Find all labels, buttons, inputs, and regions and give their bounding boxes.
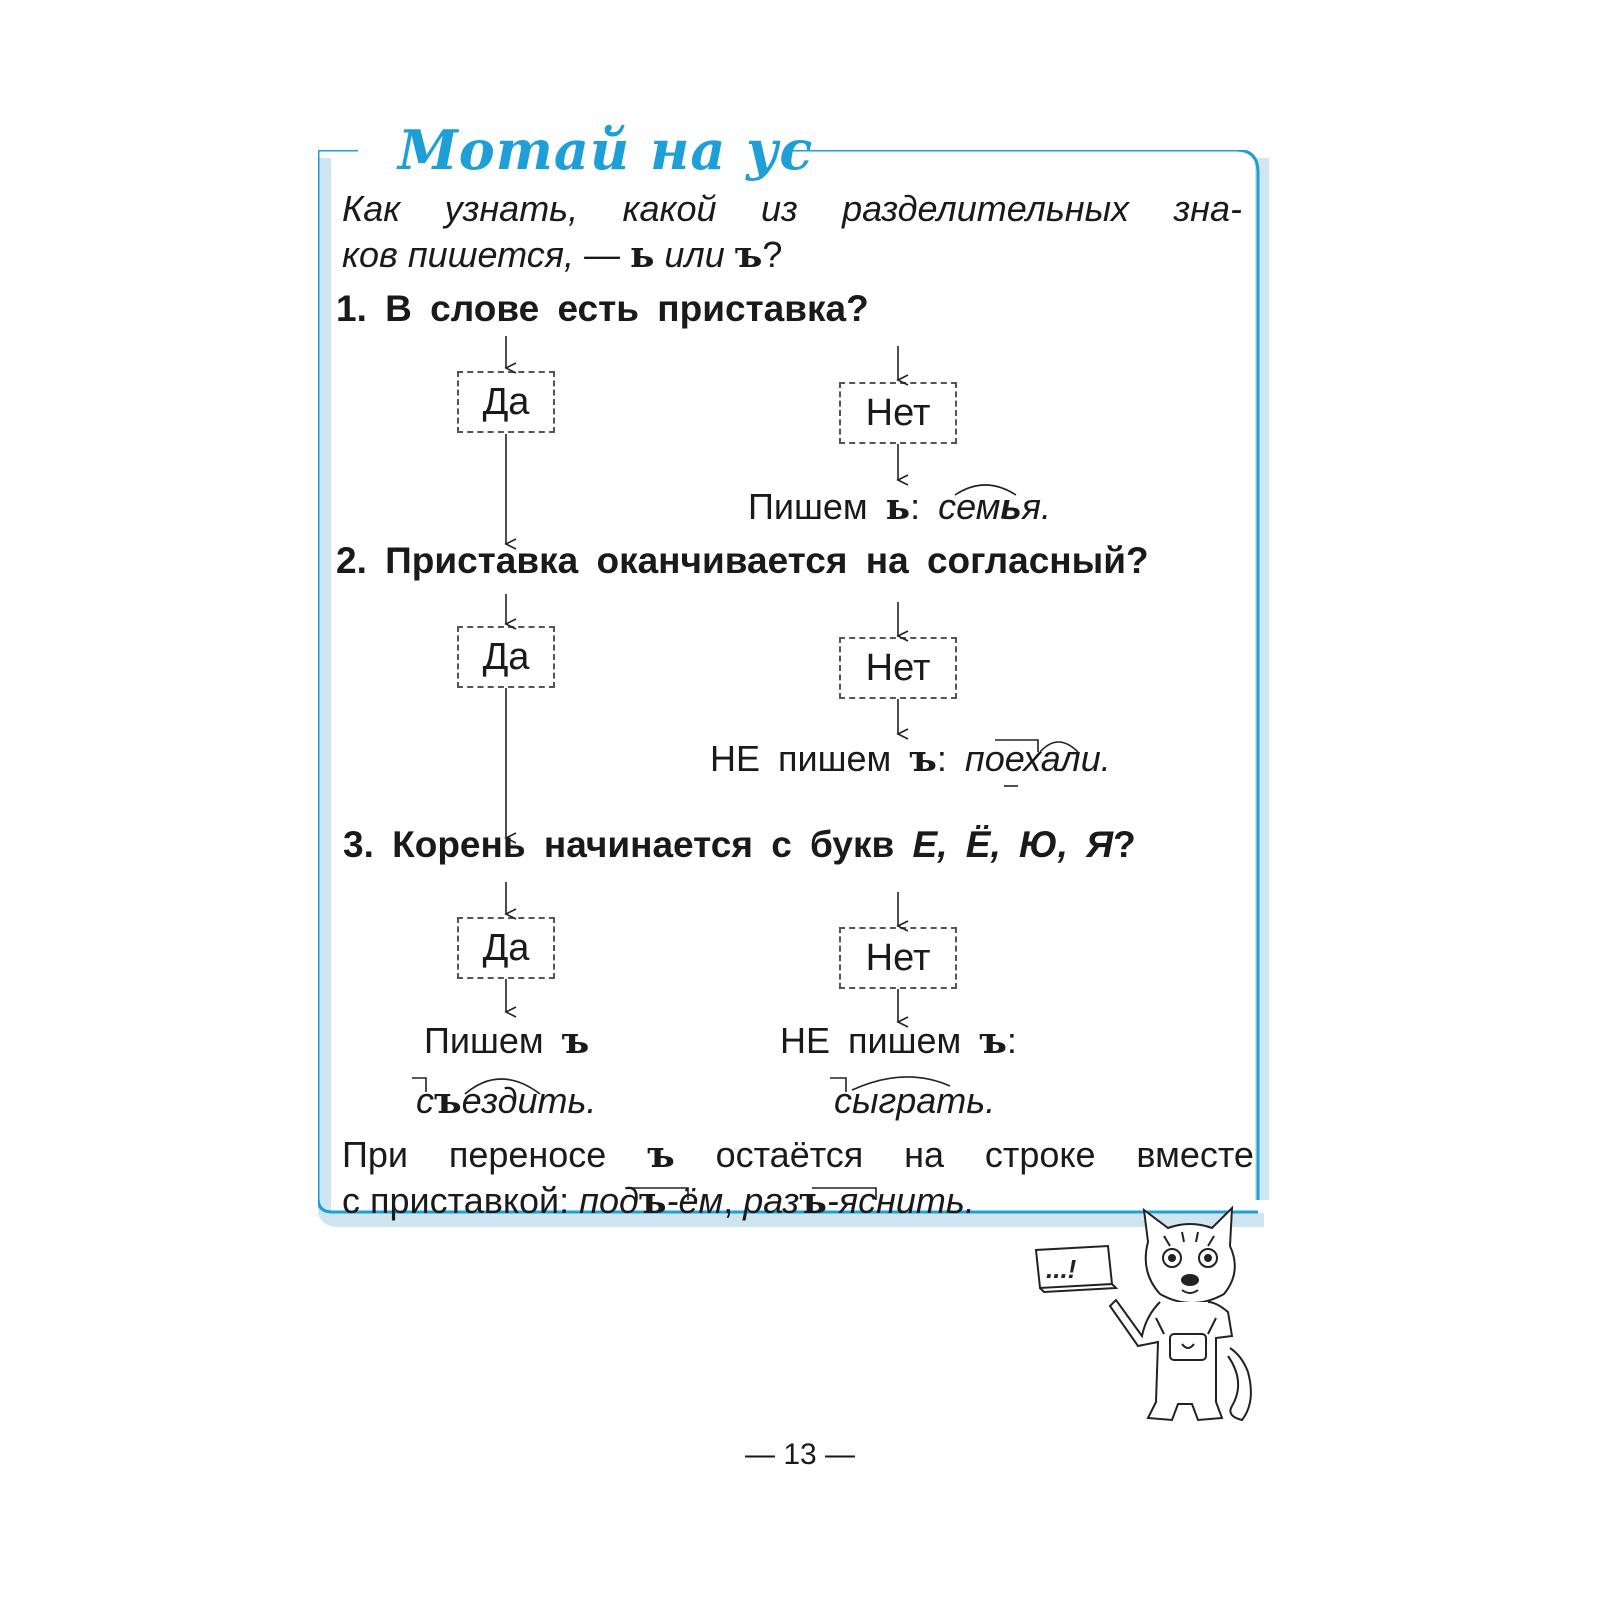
answer-yes-3: Да xyxy=(457,917,555,979)
note-word: переносе xyxy=(448,1134,607,1175)
result-2-example: поехали xyxy=(964,738,1101,779)
page-number-value: 13 xyxy=(783,1438,817,1471)
note-example-2: раз xyxy=(743,1180,800,1221)
example-prefix: с xyxy=(416,1080,434,1121)
answer-no-3: Нет xyxy=(839,927,957,989)
result-3-no-colon: : xyxy=(1006,1020,1017,1061)
answer-no-2: Нет xyxy=(839,637,957,699)
note-example-1-end: -ём xyxy=(666,1180,724,1221)
example-root: ездить xyxy=(461,1080,587,1121)
note-word: на xyxy=(904,1134,945,1175)
question-2: 2. Приставка оканчивается на согласный? xyxy=(336,540,1149,581)
intro-word: узнать, xyxy=(444,188,579,229)
example-period: . xyxy=(985,1080,996,1121)
page-title: Мотай на ус xyxy=(398,118,814,182)
note-period: . xyxy=(964,1180,975,1221)
result-3-yes-example xyxy=(416,1080,596,1122)
question-3-text: 3. Корень начинается с букв xyxy=(343,824,913,865)
page-number: — 13 — xyxy=(744,1438,856,1471)
result-2-period: . xyxy=(1100,738,1111,779)
question-1: 1. В слове есть приставка? xyxy=(336,288,869,329)
result-2-colon: : xyxy=(936,738,965,779)
intro-word: из xyxy=(760,188,798,229)
example-word: сыграть xyxy=(834,1080,986,1121)
result-2 xyxy=(710,738,1111,780)
question-3-qmark: ? xyxy=(1113,824,1136,865)
intro-word: какой xyxy=(622,188,717,229)
note-example-1: под xyxy=(579,1180,639,1221)
intro-or: или xyxy=(654,234,735,275)
note-line2-prefix: с приставкой: xyxy=(342,1180,580,1221)
result-3-yes xyxy=(424,1020,589,1062)
result-2-sign: ъ xyxy=(909,738,937,780)
note-word: строке xyxy=(984,1134,1096,1175)
result-1-colon: : xyxy=(910,486,939,527)
note-example-1-sign: ъ xyxy=(638,1180,667,1222)
result-1 xyxy=(748,486,1051,528)
result-1-prefix: Пишем xyxy=(748,486,886,527)
example-period: . xyxy=(586,1080,597,1121)
note-word: При xyxy=(342,1134,409,1175)
cat-sign-text: ...! xyxy=(1046,1254,1077,1284)
hard-sign: ъ xyxy=(734,234,763,276)
answer-yes-2: Да xyxy=(457,626,555,688)
note-example-2-end: -яснить xyxy=(826,1180,965,1221)
result-3-no xyxy=(780,1020,1017,1062)
result-3-no-prefix: НЕ пишем xyxy=(780,1020,980,1061)
intro-word: зна- xyxy=(1173,188,1242,229)
note-separator: , xyxy=(723,1180,744,1221)
result-3-no-example xyxy=(834,1080,995,1122)
result-1-sign: ь xyxy=(885,486,911,528)
example-sign: ъ xyxy=(434,1080,462,1122)
intro-word: разделительных xyxy=(842,188,1130,229)
result-1-example: сем xyxy=(938,486,1001,527)
cat-illustration xyxy=(1032,1206,1292,1438)
soft-sign: ь xyxy=(629,234,655,276)
note-example-2-sign: ъ xyxy=(799,1180,827,1222)
result-3-yes-prefix: Пишем xyxy=(424,1020,562,1061)
result-1-example-sign: ь xyxy=(1000,486,1022,527)
result-3-yes-sign: ъ xyxy=(561,1020,590,1062)
intro-word: Как xyxy=(342,188,401,229)
intro-qmark: ? xyxy=(762,234,783,275)
result-3-no-sign: ъ xyxy=(979,1020,1007,1062)
note-hard-sign: ъ xyxy=(647,1134,675,1176)
note-word: остаётся xyxy=(715,1134,864,1175)
intro-line2: ков пишется, — xyxy=(342,234,630,275)
answer-no-1: Нет xyxy=(839,382,957,444)
result-2-prefix: НЕ пишем xyxy=(710,738,910,779)
note-word: вместе xyxy=(1136,1134,1254,1175)
result-1-example-end: я xyxy=(1021,486,1041,527)
answer-yes-1: Да xyxy=(457,371,555,433)
question-3-letters: Е, Ё, Ю, Я xyxy=(912,824,1114,865)
result-1-period: . xyxy=(1041,486,1052,527)
